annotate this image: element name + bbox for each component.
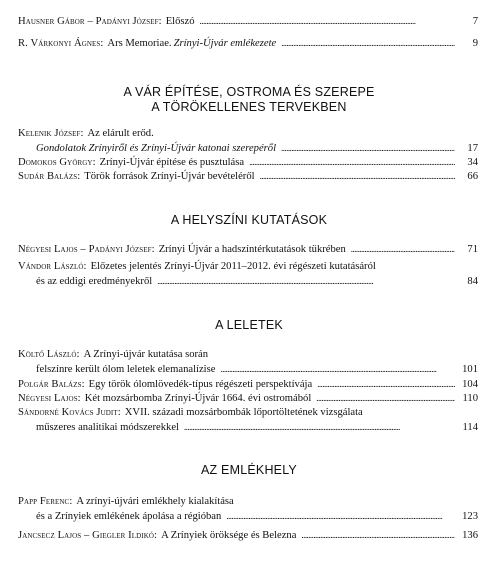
dot-leader (249, 155, 455, 170)
entry-author: Polgár Balázs: (18, 379, 85, 390)
page-number: 136 (462, 530, 478, 541)
section-heading (0, 463, 498, 478)
toc-entry (18, 377, 478, 391)
toc-line (18, 509, 478, 523)
entry-title: Előszó (165, 16, 195, 27)
page-number: 84 (467, 276, 478, 287)
entry-title: Zrínyi Újvár a hadszíntérkutatások tükrében (158, 244, 346, 255)
entry-title: Egy török ólomlövedék-típus régészeti perspektívája (88, 379, 313, 390)
page-number: 17 (467, 143, 478, 154)
toc-line (18, 242, 478, 256)
entry-title: Előzetes jelentés Zrínyi-Újvár 2011–2012. évi régészeti kutatásáról (90, 261, 376, 272)
toc-line (18, 141, 478, 155)
page-number: 9 (472, 38, 478, 49)
entry-author: Hausner Gábor – Padányi József: (18, 16, 162, 27)
entry-title: A Zrínyi-újvár kutatása során (83, 349, 209, 360)
entry-author: Költő László: (18, 349, 80, 360)
toc-line (18, 274, 478, 288)
entry-author: Négyesi Lajos: (18, 393, 81, 404)
dot-leader (260, 169, 455, 184)
dot-leader (301, 528, 455, 543)
toc-line (18, 406, 478, 420)
page-number: 123 (462, 511, 478, 522)
page-number: 66 (467, 171, 478, 182)
toc-entry (18, 406, 478, 434)
toc-entry (18, 495, 478, 523)
entry-author: Kelenik József: (18, 128, 84, 139)
section-heading-line: AZ EMLÉKHELY (201, 463, 297, 477)
entry-author: Papp Ferenc: (18, 496, 73, 507)
section-heading (0, 213, 498, 228)
toc-entry (18, 127, 478, 155)
dot-leader (157, 274, 455, 289)
entry-title-italic: Zrínyi-Újvár emlékezete (173, 38, 277, 49)
page-number: 104 (462, 379, 478, 390)
entry-author: Négyesi Lajos – Padányi József: (18, 244, 155, 255)
toc-entry (18, 155, 478, 169)
toc-line (18, 528, 478, 542)
toc-line (18, 420, 478, 434)
entry-title: Ars Memoriae. (107, 38, 172, 49)
toc-entry (18, 242, 478, 256)
entry-title: XVII. századi mozsárbombák lőportöltetének vizsgálata (124, 407, 363, 418)
entry-title: Török források Zrínyi-Újvár bevételéről (84, 171, 255, 182)
section-heading-line: A LELETEK (215, 318, 283, 332)
entry-title: A zrínyi-újvári emlékhely kialakítása (76, 496, 234, 507)
toc-entry (18, 528, 478, 542)
toc-line (18, 362, 478, 376)
page-number: 7 (472, 16, 478, 27)
entry-title-continued: és az eddigi eredményekről (36, 276, 153, 287)
toc-entry (18, 169, 478, 183)
entry-author: Jancsecz Lajos – Giegler Ildikó: (18, 530, 158, 541)
entry-author: Sándorné Kovács Judit: (18, 407, 121, 418)
section-heading-line: A HELYSZÍNI KUTATÁSOK (170, 213, 328, 227)
dot-leader (226, 509, 455, 524)
toc-line (18, 14, 478, 28)
page-number: 114 (462, 422, 478, 433)
entry-title-italic: Gondolatok Zrínyiről és Zrínyi-Újvár katonai szerepéről (36, 143, 277, 154)
toc-line (18, 155, 478, 169)
entry-title: Az elárult erőd. (87, 128, 154, 139)
toc-line (18, 260, 478, 274)
toc-entry (18, 391, 478, 405)
dot-leader (184, 420, 455, 435)
dot-leader (351, 242, 455, 257)
page-number: 34 (467, 157, 478, 168)
dot-leader (281, 141, 455, 156)
toc-line (18, 391, 478, 405)
entry-author: R. Várkonyi Ágnes: (18, 38, 104, 49)
toc-line (18, 169, 478, 183)
dot-leader (281, 36, 455, 51)
entry-title-continued: felszínre került ólom leletek elemanalízise (36, 364, 216, 375)
toc-entry (18, 36, 478, 50)
toc-line (18, 36, 478, 50)
entry-author: Domokos György: (18, 157, 96, 168)
page-number: 110 (462, 393, 478, 404)
page-number: 101 (462, 364, 478, 375)
toc-entry (18, 348, 478, 376)
section-heading (0, 85, 498, 115)
toc-entry (18, 14, 478, 28)
entry-title: Két mozsárbomba Zrínyi-Újvár 1664. évi ostromából (84, 393, 312, 404)
dot-leader (316, 391, 455, 406)
entry-author: Vándor László: (18, 261, 87, 272)
entry-author: Sudár Balázs: (18, 171, 81, 182)
section-heading (0, 318, 498, 333)
entry-title: Zrínyi-Újvár építése és pusztulása (99, 157, 245, 168)
toc-line (18, 495, 478, 509)
page-number: 71 (467, 244, 478, 255)
dot-leader (200, 14, 455, 29)
toc-entry (18, 260, 478, 288)
toc-line (18, 377, 478, 391)
dot-leader (220, 362, 455, 377)
section-heading-line: A TÖRÖKELLENES TERVEKBEN (151, 100, 347, 114)
dot-leader (317, 377, 455, 392)
toc-line (18, 348, 478, 362)
toc-line (18, 127, 478, 141)
entry-title-continued: és a Zrínyiek emlékének ápolása a régióban (36, 511, 222, 522)
entry-title: A Zrínyiek öröksége és Belezna (161, 530, 297, 541)
entry-title-continued: műszeres analitikai módszerekkel (36, 422, 179, 433)
section-heading-line: A VÁR ÉPÍTÉSE, OSTROMA ÉS SZEREPE (123, 85, 375, 99)
